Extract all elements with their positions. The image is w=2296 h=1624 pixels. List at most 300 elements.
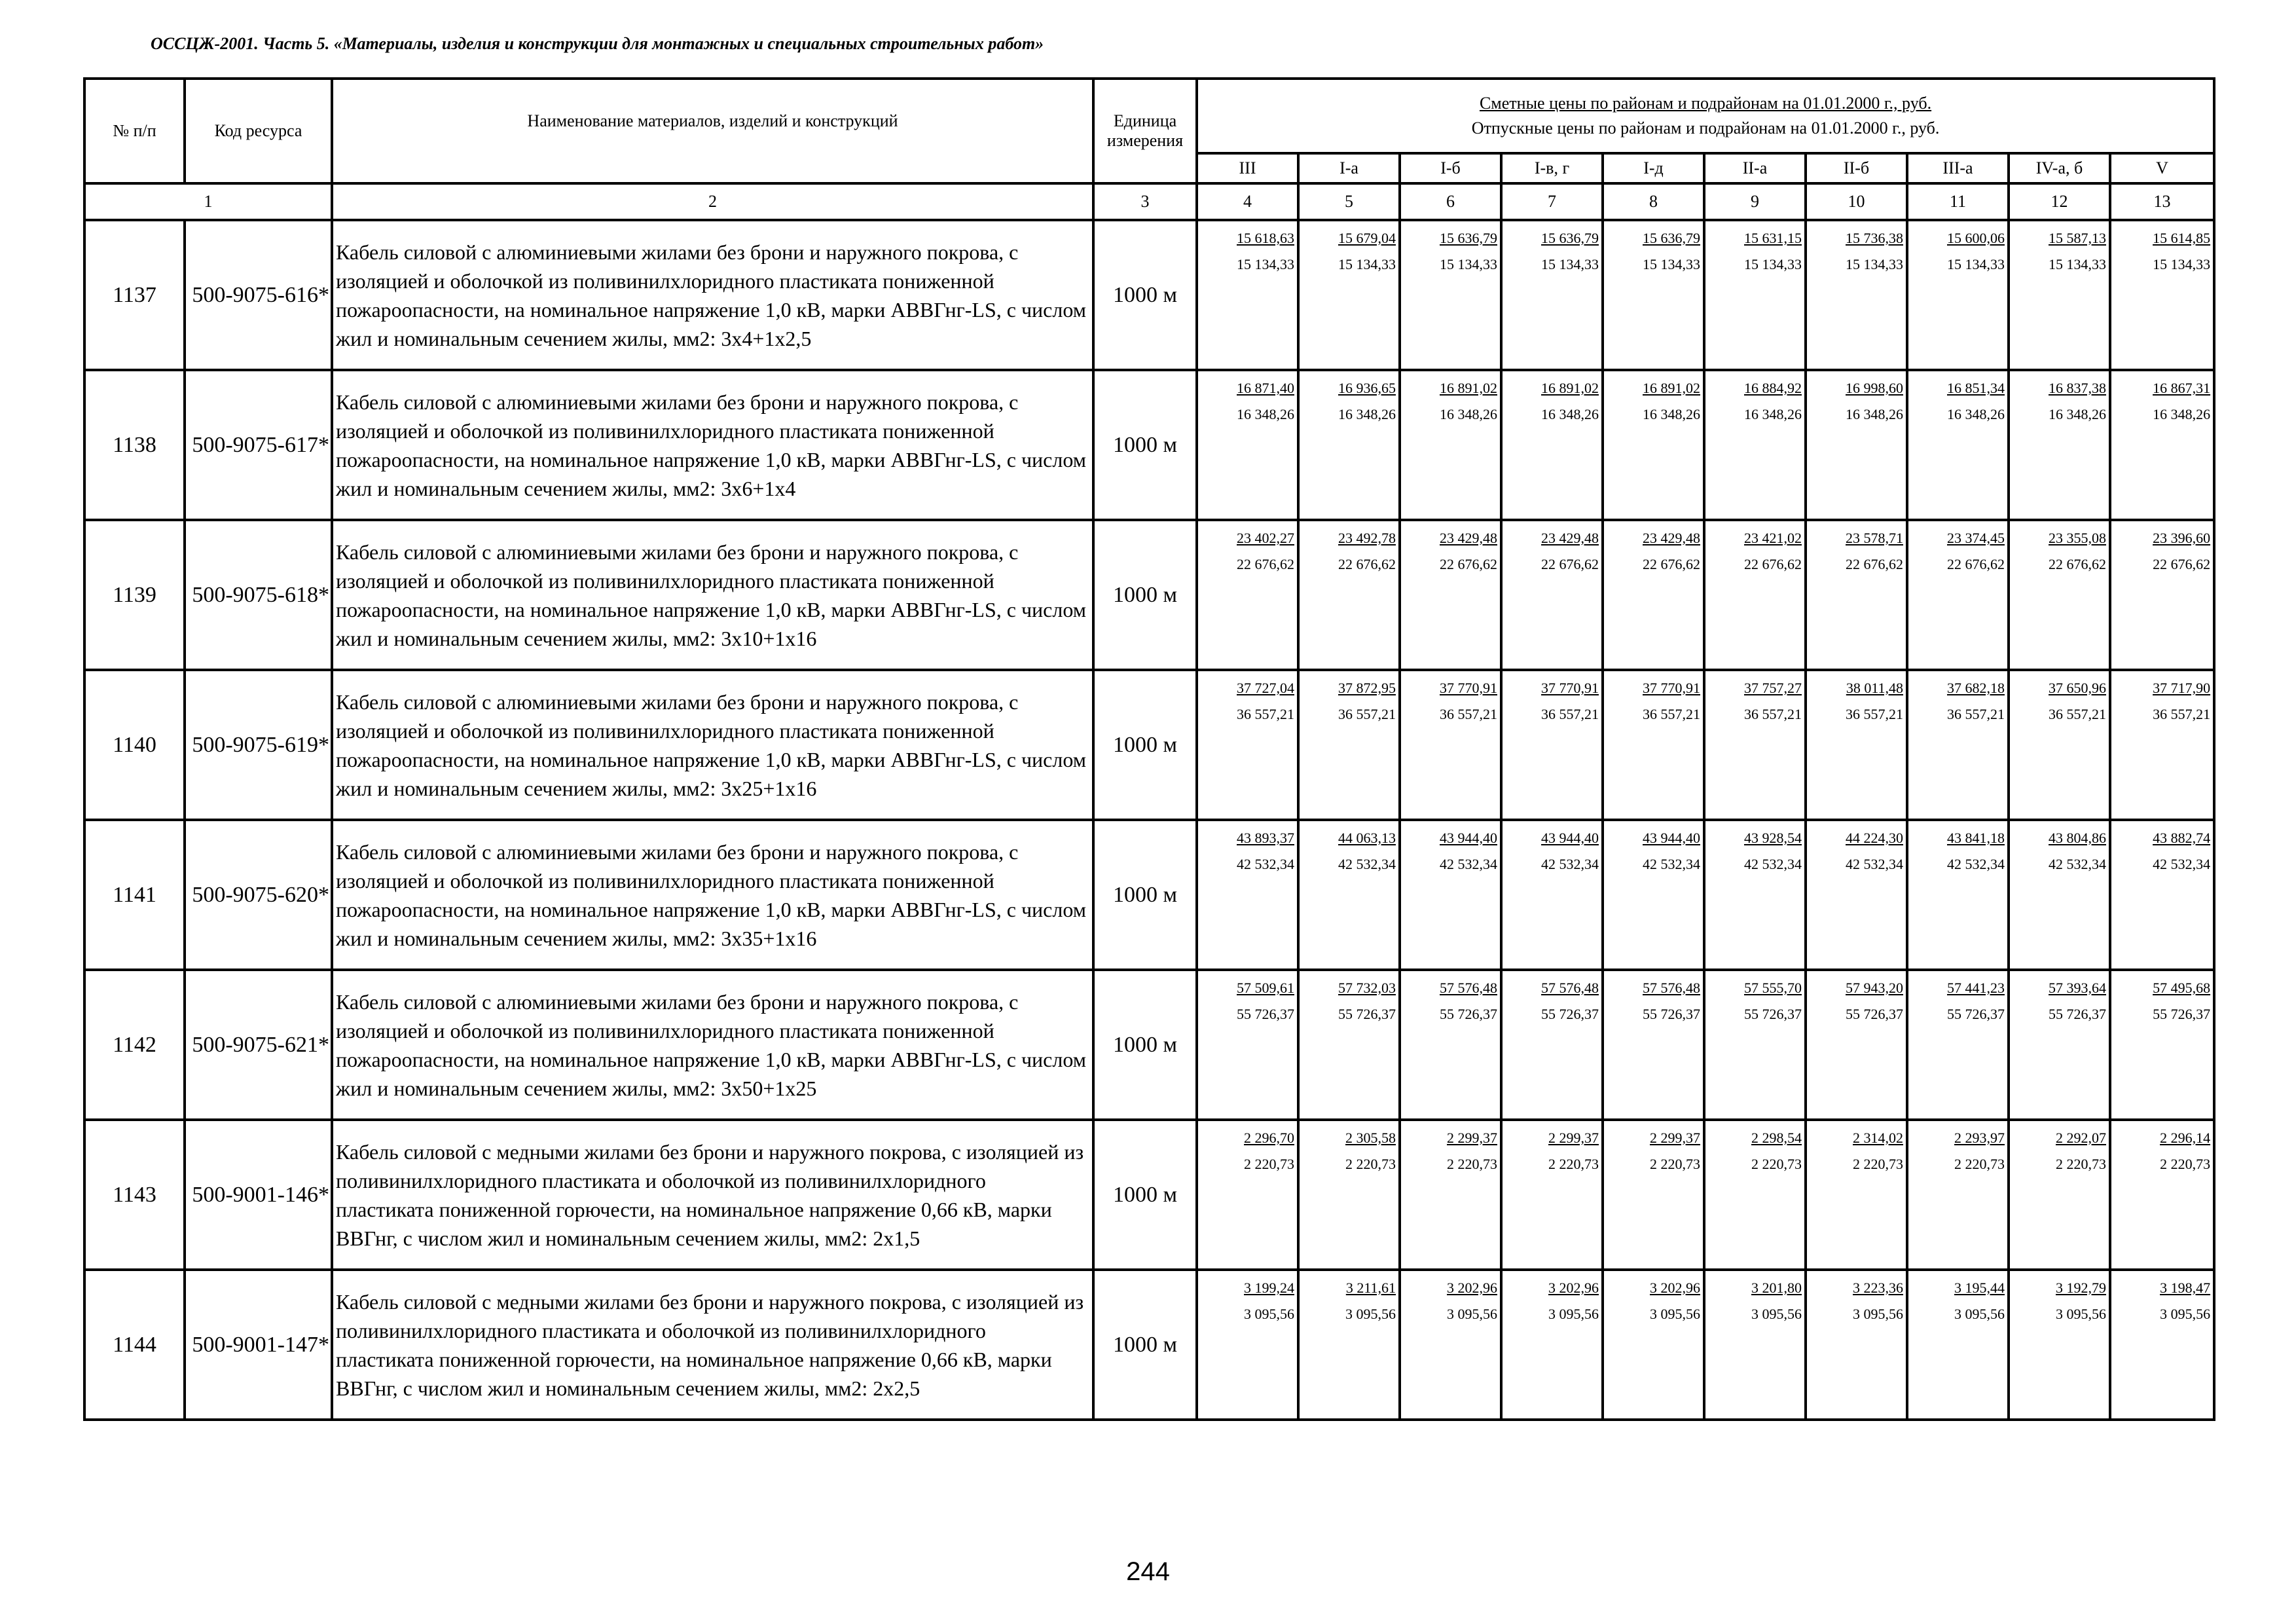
release-price: 42 532,34	[1846, 856, 1903, 872]
release-price: 2 220,73	[2056, 1156, 2106, 1172]
release-price: 22 676,62	[2153, 556, 2211, 572]
region-header: IV-а, б	[2009, 153, 2110, 183]
table-row	[84, 520, 2214, 670]
release-price: 22 676,62	[1947, 556, 2005, 572]
price-cell	[1806, 370, 1907, 520]
price-cell	[1298, 1270, 1400, 1420]
release-price: 55 726,37	[1440, 1006, 1497, 1022]
column-number: 7	[1501, 183, 1603, 220]
price-cell	[1400, 970, 1501, 1120]
column-number: 3	[1093, 183, 1197, 220]
estimated-price: 3 211,61	[1345, 1280, 1396, 1296]
price-cell	[1907, 670, 2009, 820]
release-price: 15 134,33	[1237, 256, 1294, 272]
resource-code: 500-9001-146*	[185, 1120, 332, 1270]
release-price: 16 348,26	[2049, 406, 2106, 422]
price-cell	[1907, 970, 2009, 1120]
resource-code: 500-9075-618*	[185, 520, 332, 670]
unit-of-measure: 1000 м	[1093, 670, 1197, 820]
row-number: 1143	[84, 1120, 185, 1270]
release-price: 36 557,21	[1440, 706, 1497, 722]
price-cell	[1806, 820, 1907, 970]
estimated-price: 2 314,02	[1853, 1130, 1903, 1146]
table-row	[84, 820, 2214, 970]
estimated-price: 15 679,04	[1338, 230, 1396, 246]
table-row	[84, 670, 2214, 820]
estimated-price: 43 893,37	[1237, 830, 1294, 846]
price-cell	[1501, 370, 1603, 520]
release-price: 42 532,34	[1338, 856, 1396, 872]
release-price: 42 532,34	[1440, 856, 1497, 872]
estimated-price: 16 837,38	[2049, 380, 2106, 396]
estimated-price: 16 884,92	[1744, 380, 1802, 396]
price-cell	[1603, 820, 1704, 970]
price-cell	[2110, 370, 2214, 520]
release-price: 16 348,26	[1643, 406, 1700, 422]
release-price: 36 557,21	[1237, 706, 1294, 722]
col-header-unit: Единица измерения	[1093, 79, 1197, 183]
price-cell	[1704, 1120, 1806, 1270]
price-cell	[1298, 670, 1400, 820]
estimated-price: 43 944,40	[1541, 830, 1599, 846]
estimated-price: 2 299,37	[1548, 1130, 1599, 1146]
column-number: 12	[2009, 183, 2110, 220]
document-header: ОССЦЖ-2001. Часть 5. «Материалы, изделия и конструкции для монтажных и специальных строительных работ»	[151, 34, 1044, 53]
release-price: 15 134,33	[1744, 256, 1802, 272]
price-cell	[1501, 220, 1603, 370]
release-price: 16 348,26	[1338, 406, 1396, 422]
release-price: 36 557,21	[1947, 706, 2005, 722]
estimated-price: 2 305,58	[1345, 1130, 1396, 1146]
column-number: 9	[1704, 183, 1806, 220]
unit-of-measure: 1000 м	[1093, 1270, 1197, 1420]
price-cell	[1400, 220, 1501, 370]
table-row	[84, 1120, 2214, 1270]
price-cell	[2009, 220, 2110, 370]
estimated-price: 57 943,20	[1846, 980, 1903, 996]
release-price: 42 532,34	[2049, 856, 2106, 872]
estimated-price: 3 199,24	[1244, 1280, 1294, 1296]
release-price: 3 095,56	[1751, 1306, 1802, 1322]
column-number: 13	[2110, 183, 2214, 220]
price-cell	[1704, 220, 1806, 370]
release-price: 36 557,21	[1846, 706, 1903, 722]
release-price: 2 220,73	[1447, 1156, 1497, 1172]
release-price: 42 532,34	[1237, 856, 1294, 872]
release-price: 36 557,21	[1338, 706, 1396, 722]
estimated-price: 43 882,74	[2153, 830, 2211, 846]
estimated-price: 3 202,96	[1548, 1280, 1599, 1296]
release-price: 3 095,56	[2056, 1306, 2106, 1322]
price-cell	[1298, 970, 1400, 1120]
release-price: 3 095,56	[1548, 1306, 1599, 1322]
estimated-price: 15 618,63	[1237, 230, 1294, 246]
region-header: I-в, г	[1501, 153, 1603, 183]
estimated-price: 15 736,38	[1846, 230, 1903, 246]
estimated-price: 16 851,34	[1947, 380, 2005, 396]
release-price: 16 348,26	[1947, 406, 2005, 422]
release-price: 15 134,33	[1947, 256, 2005, 272]
release-price: 22 676,62	[1541, 556, 1599, 572]
estimated-price: 23 374,45	[1947, 530, 2005, 546]
estimated-price: 23 429,48	[1541, 530, 1599, 546]
release-price: 55 726,37	[2153, 1006, 2211, 1022]
release-price: 15 134,33	[1440, 256, 1497, 272]
release-price: 22 676,62	[2049, 556, 2106, 572]
unit-of-measure: 1000 м	[1093, 820, 1197, 970]
release-price: 2 220,73	[1244, 1156, 1294, 1172]
estimated-price: 3 201,80	[1751, 1280, 1802, 1296]
estimated-price: 57 441,23	[1947, 980, 2005, 996]
estimated-price: 2 299,37	[1447, 1130, 1497, 1146]
price-cell	[1603, 1270, 1704, 1420]
price-cell	[1298, 370, 1400, 520]
table-row	[84, 370, 2214, 520]
price-cell	[1907, 820, 2009, 970]
row-number: 1141	[84, 820, 185, 970]
price-cell	[1704, 1270, 1806, 1420]
estimated-price: 37 682,18	[1947, 680, 2005, 696]
release-price: 3 095,56	[1650, 1306, 1700, 1322]
estimated-price: 43 928,54	[1744, 830, 1802, 846]
estimated-price: 37 727,04	[1237, 680, 1294, 696]
material-name: Кабель силовой с медными жилами без брони и наружного покрова, с изоляцией из поливинилхлоридного пластиката и оболочкой из поливинилхлоридного пластиката пониженной горючести, на номинальное напряжение 0,66 кВ, марки ВВГнг, с числом жил и номинальным сечением жилы, мм2: 2х1,5	[332, 1120, 1093, 1270]
release-price: 15 134,33	[1338, 256, 1396, 272]
price-cell	[1400, 370, 1501, 520]
resource-code: 500-9001-147*	[185, 1270, 332, 1420]
price-cell	[2009, 820, 2110, 970]
release-price: 3 095,56	[1447, 1306, 1497, 1322]
table-body	[84, 220, 2214, 1420]
release-price: 22 676,62	[1338, 556, 1396, 572]
estimated-price: 15 631,15	[1744, 230, 1802, 246]
row-number: 1144	[84, 1270, 185, 1420]
material-name: Кабель силовой с алюминиевыми жилами без брони и наружного покрова, с изоляцией и оболочкой из поливинилхлоридного пластиката пониженной пожароопасности, на номинальное напряжение 1,0 кВ, марки АВВГнг-LS, с числом жил и номинальным сечением жилы, мм2: 3х10+1х16	[332, 520, 1093, 670]
resource-code: 500-9075-620*	[185, 820, 332, 970]
release-price: 42 532,34	[1643, 856, 1700, 872]
estimated-price: 43 944,40	[1440, 830, 1497, 846]
region-header: V	[2110, 153, 2214, 183]
price-cell	[2009, 1270, 2110, 1420]
estimated-price: 23 429,48	[1643, 530, 1700, 546]
release-price: 55 726,37	[1744, 1006, 1802, 1022]
page-number: 244	[1126, 1557, 1170, 1586]
release-price: 16 348,26	[1440, 406, 1497, 422]
estimated-price: 15 600,06	[1947, 230, 2005, 246]
release-price: 36 557,21	[1541, 706, 1599, 722]
resource-code: 500-9075-617*	[185, 370, 332, 520]
price-cell	[1806, 220, 1907, 370]
release-price: 22 676,62	[1643, 556, 1700, 572]
region-header: I-б	[1400, 153, 1501, 183]
price-cell	[2110, 220, 2214, 370]
material-name: Кабель силовой с медными жилами без брони и наружного покрова, с изоляцией из поливинилхлоридного пластиката и оболочкой из поливинилхлоридного пластиката пониженной горючести, на номинальное напряжение 0,66 кВ, марки ВВГнг, с числом жил и номинальным сечением жилы, мм2: 2х2,5	[332, 1270, 1093, 1420]
price-cell	[1603, 670, 1704, 820]
release-price: 55 726,37	[1338, 1006, 1396, 1022]
price-cell	[1501, 820, 1603, 970]
unit-of-measure: 1000 м	[1093, 970, 1197, 1120]
material-name: Кабель силовой с алюминиевыми жилами без брони и наружного покрова, с изоляцией и оболочкой из поливинилхлоридного пластиката пониженной пожароопасности, на номинальное напряжение 1,0 кВ, марки АВВГнг-LS, с числом жил и номинальным сечением жилы, мм2: 3х50+1х25	[332, 970, 1093, 1120]
estimated-price: 3 202,96	[1447, 1280, 1497, 1296]
estimated-price: 43 804,86	[2049, 830, 2106, 846]
release-price: 36 557,21	[1744, 706, 1802, 722]
release-price: 16 348,26	[1237, 406, 1294, 422]
estimated-price: 57 732,03	[1338, 980, 1396, 996]
unit-of-measure: 1000 м	[1093, 370, 1197, 520]
estimated-price: 16 998,60	[1846, 380, 1903, 396]
material-name: Кабель силовой с алюминиевыми жилами без брони и наружного покрова, с изоляцией и оболочкой из поливинилхлоридного пластиката пониженной пожароопасности, на номинальное напряжение 1,0 кВ, марки АВВГнг-LS, с числом жил и номинальным сечением жилы, мм2: 3х25+1х16	[332, 670, 1093, 820]
table-row	[84, 1270, 2214, 1420]
price-cell	[1501, 970, 1603, 1120]
price-cell	[1501, 1120, 1603, 1270]
region-header: II-а	[1704, 153, 1806, 183]
price-cell	[1806, 1270, 1907, 1420]
release-price: 15 134,33	[1643, 256, 1700, 272]
price-cell	[1907, 370, 2009, 520]
release-price: 2 220,73	[1548, 1156, 1599, 1172]
estimated-price: 37 650,96	[2049, 680, 2106, 696]
estimated-price: 57 393,64	[2049, 980, 2106, 996]
estimated-price: 23 421,02	[1744, 530, 1802, 546]
price-cell	[1400, 1120, 1501, 1270]
row-number: 1137	[84, 220, 185, 370]
price-cell	[2110, 1120, 2214, 1270]
release-price: 2 220,73	[1345, 1156, 1396, 1172]
row-number: 1142	[84, 970, 185, 1120]
estimated-price: 38 011,48	[1846, 680, 1903, 696]
prices-estimated-label: Сметные цены по районам и подрайонам на 01.01.2000 г., руб.	[1479, 94, 1932, 113]
release-price: 55 726,37	[1846, 1006, 1903, 1022]
price-cell	[1197, 820, 1298, 970]
release-price: 42 532,34	[1947, 856, 2005, 872]
estimated-price: 23 396,60	[2153, 530, 2211, 546]
column-number: 4	[1197, 183, 1298, 220]
column-number: 11	[1907, 183, 2009, 220]
material-name: Кабель силовой с алюминиевыми жилами без брони и наружного покрова, с изоляцией и оболочкой из поливинилхлоридного пластиката пониженной пожароопасности, на номинальное напряжение 1,0 кВ, марки АВВГнг-LS, с числом жил и номинальным сечением жилы, мм2: 3х6+1х4	[332, 370, 1093, 520]
estimated-price: 37 770,91	[1440, 680, 1497, 696]
release-price: 3 095,56	[2160, 1306, 2211, 1322]
price-cell	[1603, 220, 1704, 370]
col-header-name: Наименование материалов, изделий и конструкций	[332, 79, 1093, 183]
price-cell	[1501, 520, 1603, 670]
price-cell	[1704, 370, 1806, 520]
price-cell	[1197, 370, 1298, 520]
price-cell	[1400, 1270, 1501, 1420]
estimated-price: 57 576,48	[1643, 980, 1700, 996]
price-cell	[2110, 970, 2214, 1120]
price-cell	[1501, 670, 1603, 820]
unit-of-measure: 1000 м	[1093, 220, 1197, 370]
estimated-price: 37 717,90	[2153, 680, 2211, 696]
release-price: 3 095,56	[1954, 1306, 2005, 1322]
estimated-price: 16 891,02	[1643, 380, 1700, 396]
row-number: 1140	[84, 670, 185, 820]
estimated-price: 37 757,27	[1744, 680, 1802, 696]
price-cell	[1197, 1270, 1298, 1420]
column-number: 2	[332, 183, 1093, 220]
region-header: I-а	[1298, 153, 1400, 183]
release-price: 15 134,33	[2153, 256, 2211, 272]
release-price: 36 557,21	[2049, 706, 2106, 722]
release-price: 2 220,73	[1751, 1156, 1802, 1172]
price-cell	[1298, 220, 1400, 370]
estimated-price: 15 587,13	[2049, 230, 2106, 246]
price-cell	[2110, 670, 2214, 820]
material-name: Кабель силовой с алюминиевыми жилами без брони и наружного покрова, с изоляцией и оболочкой из поливинилхлоридного пластиката пониженной пожароопасности, на номинальное напряжение 1,0 кВ, марки АВВГнг-LS, с числом жил и номинальным сечением жилы, мм2: 3х35+1х16	[332, 820, 1093, 970]
price-cell	[1298, 1120, 1400, 1270]
column-number-row	[84, 183, 2214, 220]
estimated-price: 3 202,96	[1650, 1280, 1700, 1296]
col-header-code: Код ресурса	[185, 79, 332, 183]
prices-release-label: Отпускные цены по районам и подрайонам на 01.01.2000 г., руб.	[1471, 119, 1940, 138]
price-cell	[1704, 520, 1806, 670]
estimated-price: 3 195,44	[1954, 1280, 2005, 1296]
estimated-price: 3 223,36	[1853, 1280, 1903, 1296]
price-cell	[1907, 520, 2009, 670]
column-number: 6	[1400, 183, 1501, 220]
estimated-price: 44 224,30	[1846, 830, 1903, 846]
resource-code: 500-9075-616*	[185, 220, 332, 370]
estimated-price: 57 576,48	[1440, 980, 1497, 996]
estimated-price: 2 292,07	[2056, 1130, 2106, 1146]
release-price: 22 676,62	[1237, 556, 1294, 572]
release-price: 2 220,73	[1650, 1156, 1700, 1172]
estimated-price: 16 891,02	[1541, 380, 1599, 396]
estimated-price: 37 770,91	[1643, 680, 1700, 696]
price-cell	[1501, 1270, 1603, 1420]
column-number: 8	[1603, 183, 1704, 220]
release-price: 2 220,73	[2160, 1156, 2211, 1172]
price-cell	[1603, 970, 1704, 1120]
estimated-price: 43 944,40	[1643, 830, 1700, 846]
release-price: 2 220,73	[1954, 1156, 2005, 1172]
release-price: 42 532,34	[2153, 856, 2211, 872]
estimated-price: 2 296,70	[1244, 1130, 1294, 1146]
estimated-price: 23 402,27	[1237, 530, 1294, 546]
price-cell	[2009, 520, 2110, 670]
estimated-price: 16 891,02	[1440, 380, 1497, 396]
release-price: 36 557,21	[1643, 706, 1700, 722]
release-price: 55 726,37	[1541, 1006, 1599, 1022]
price-cell	[1197, 1120, 1298, 1270]
price-cell	[1197, 970, 1298, 1120]
price-cell	[1603, 1120, 1704, 1270]
material-name: Кабель силовой с алюминиевыми жилами без брони и наружного покрова, с изоляцией и оболочкой из поливинилхлоридного пластиката пониженной пожароопасности, на номинальное напряжение 1,0 кВ, марки АВВГнг-LS, с числом жил и номинальным сечением жилы, мм2: 3х4+1х2,5	[332, 220, 1093, 370]
table-row	[84, 970, 2214, 1120]
price-cell	[1400, 670, 1501, 820]
price-cell	[2009, 370, 2110, 520]
estimated-price: 15 636,79	[1440, 230, 1497, 246]
price-cell	[2009, 670, 2110, 820]
release-price: 22 676,62	[1846, 556, 1903, 572]
estimated-price: 23 355,08	[2049, 530, 2106, 546]
price-cell	[1907, 1270, 2009, 1420]
region-header: III	[1197, 153, 1298, 183]
estimated-price: 57 509,61	[1237, 980, 1294, 996]
price-cell	[2009, 1120, 2110, 1270]
price-cell	[1298, 520, 1400, 670]
price-cell	[1197, 220, 1298, 370]
release-price: 42 532,34	[1541, 856, 1599, 872]
estimated-price: 16 867,31	[2153, 380, 2211, 396]
estimated-price: 43 841,18	[1947, 830, 2005, 846]
region-header: III-а	[1907, 153, 2009, 183]
price-cell	[1704, 670, 1806, 820]
price-cell	[1197, 670, 1298, 820]
release-price: 42 532,34	[1744, 856, 1802, 872]
resource-code: 500-9075-619*	[185, 670, 332, 820]
estimated-price: 23 429,48	[1440, 530, 1497, 546]
unit-of-measure: 1000 м	[1093, 520, 1197, 670]
price-cell	[1603, 370, 1704, 520]
price-cell	[1400, 520, 1501, 670]
estimated-price: 57 576,48	[1541, 980, 1599, 996]
estimated-price: 3 192,79	[2056, 1280, 2106, 1296]
estimated-price: 3 198,47	[2160, 1280, 2211, 1296]
estimated-price: 44 063,13	[1338, 830, 1396, 846]
release-price: 55 726,37	[1237, 1006, 1294, 1022]
price-cell	[1907, 220, 2009, 370]
price-cell	[1806, 520, 1907, 670]
estimated-price: 37 872,95	[1338, 680, 1396, 696]
release-price: 36 557,21	[2153, 706, 2211, 722]
price-cell	[1704, 820, 1806, 970]
column-number: 1	[84, 183, 332, 220]
estimated-price: 15 636,79	[1643, 230, 1700, 246]
price-cell	[1603, 520, 1704, 670]
release-price: 3 095,56	[1345, 1306, 1396, 1322]
price-cell	[2110, 520, 2214, 670]
resource-code: 500-9075-621*	[185, 970, 332, 1120]
row-number: 1138	[84, 370, 185, 520]
column-number: 10	[1806, 183, 1907, 220]
estimated-price: 2 298,54	[1751, 1130, 1802, 1146]
release-price: 2 220,73	[1853, 1156, 1903, 1172]
price-cell	[1298, 820, 1400, 970]
estimated-price: 2 293,97	[1954, 1130, 2005, 1146]
release-price: 22 676,62	[1440, 556, 1497, 572]
estimated-price: 2 296,14	[2160, 1130, 2211, 1146]
estimated-price: 2 299,37	[1650, 1130, 1700, 1146]
release-price: 3 095,56	[1853, 1306, 1903, 1322]
release-price: 22 676,62	[1744, 556, 1802, 572]
price-cell	[1704, 970, 1806, 1120]
estimated-price: 23 578,71	[1846, 530, 1903, 546]
release-price: 15 134,33	[1541, 256, 1599, 272]
price-cell	[1806, 970, 1907, 1120]
price-table	[83, 77, 2215, 1421]
region-header: I-д	[1603, 153, 1704, 183]
release-price: 15 134,33	[2049, 256, 2106, 272]
price-cell	[1400, 820, 1501, 970]
release-price: 15 134,33	[1846, 256, 1903, 272]
table-row	[84, 220, 2214, 370]
col-header-no: № п/п	[84, 79, 185, 183]
release-price: 16 348,26	[1541, 406, 1599, 422]
region-header: II-б	[1806, 153, 1907, 183]
release-price: 55 726,37	[1947, 1006, 2005, 1022]
estimated-price: 15 614,85	[2153, 230, 2211, 246]
unit-of-measure: 1000 м	[1093, 1120, 1197, 1270]
col-header-prices	[1197, 79, 2214, 153]
column-number: 5	[1298, 183, 1400, 220]
release-price: 3 095,56	[1244, 1306, 1294, 1322]
release-price: 16 348,26	[1744, 406, 1802, 422]
release-price: 55 726,37	[1643, 1006, 1700, 1022]
estimated-price: 57 495,68	[2153, 980, 2211, 996]
row-number: 1139	[84, 520, 185, 670]
estimated-price: 16 936,65	[1338, 380, 1396, 396]
